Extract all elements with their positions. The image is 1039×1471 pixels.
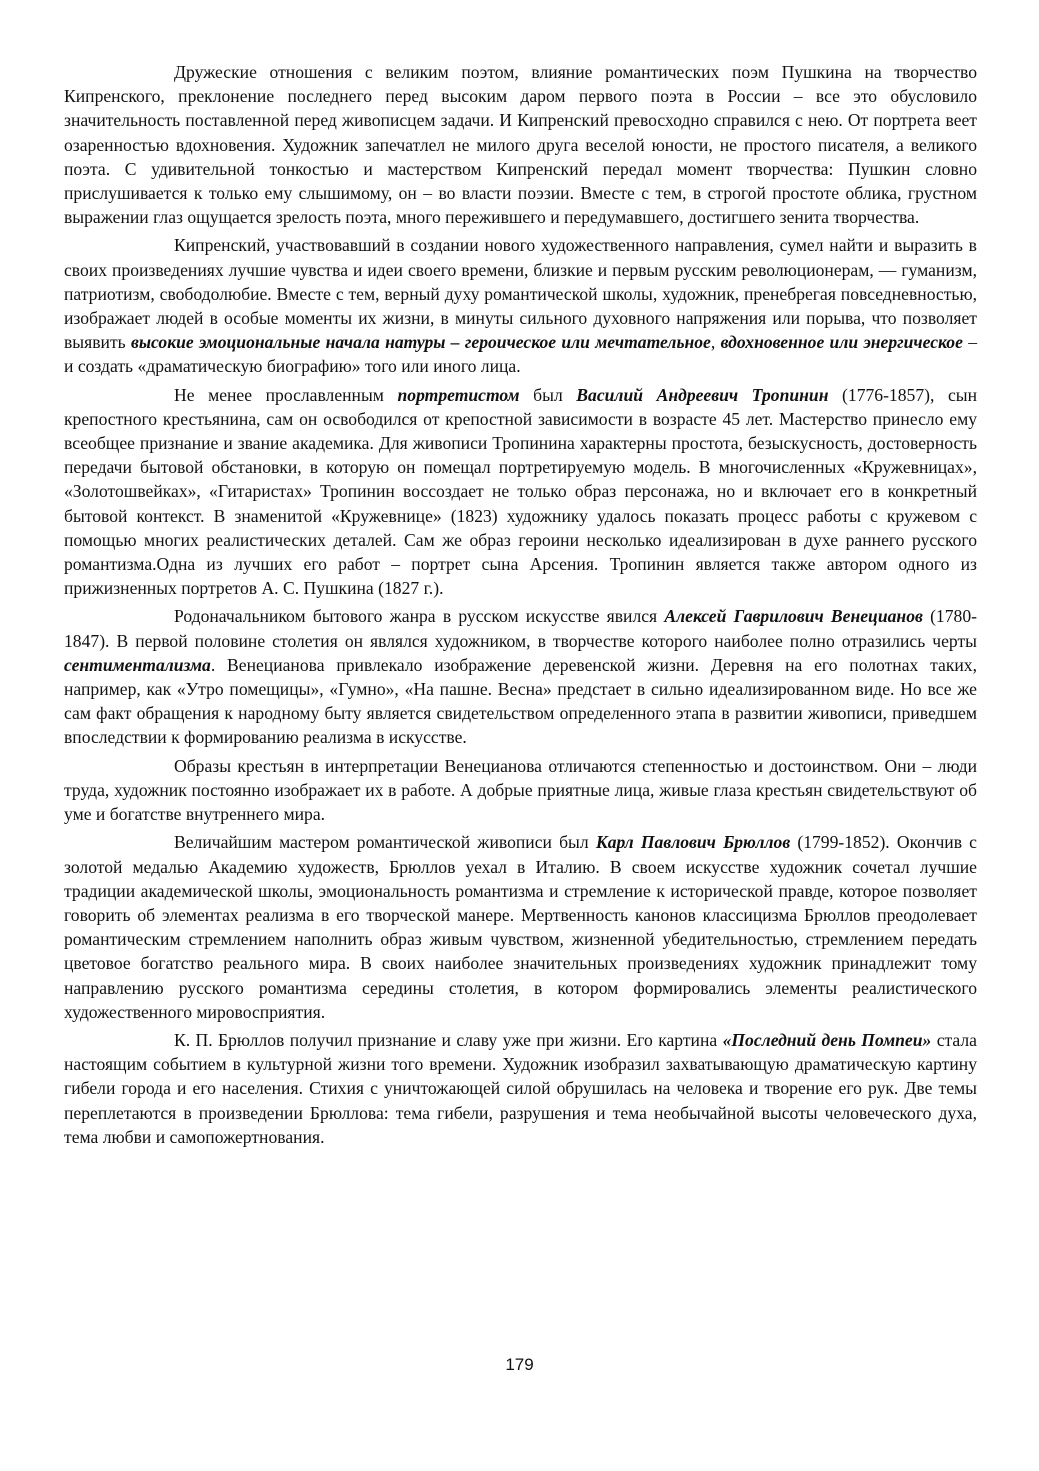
- text-run: стала настоящим событием в культурной жизни того времени. Художник изобразил захватывающую драматическую картину гибели города и его населения. Стихия с уничтожающей силой обрушилась на человека и творение его рук. Две темы переплетаются в произведении Брюллова: тема гибели, разрушения и тема необычайной высоты человеческого духа, тема любви и самопожертнования.: [64, 1029, 977, 1147]
- document-body: [64, 60, 977, 1149]
- text-run: Кипренский, участвовавший в создании нового художественного направления, сумел найти и выразить в своих произведениях лучшие чувства и идеи своего времени, близкие и первым русским революционерам, — гуманизм, патриотизм, свободолюбие. Вместе с тем, верный духу романтической школы, художник, пренебрегая повседневностью, изображает людей в особые моменты их жизни, в минуты сильного духовного напряжения или порыва, что позволяет выявить: [64, 235, 977, 353]
- text-run: (1780-1847). В первой половине столетия он являлся художником, в творчестве которого наиболее полно отразились черты: [64, 606, 977, 651]
- text-run: . Венецианова привлекало изображение деревенской жизни. Деревня на его полотнах таких, например, как «Утро помещицы», «Гумно», «На пашне. Весна» предстает в сильно идеализированном виде. Но все же сам факт обращения к народному быту является свидетельством определенного этапа в развитии живописи, приведшем впоследствии к формированию реализма в искусстве.: [64, 654, 977, 748]
- paragraph-6: [64, 830, 977, 1024]
- text-run: Дружеские отношения с великим поэтом, влияние романтических поэм Пушкина на творчество Кипренского, преклонение последнего перед высоким даром первого поэта в России – все это обусловило значительность поставленной перед живописцем задачи. И Кипренский превосходно справился с нею. От портрета веет озаренностью вдохновения. Художник запечатлел не милого друга веселой юности, не простого писателя, а великого поэта. С удивительной тонкостью и мастерством Кипренский передал момент творчества: Пушкин словно прислушивается к только ему слышимому, он – во власти поэзии. Вместе с тем, в строгой простоте облика, грустном выражении глаз ощущается зрелость поэта, много пережившего и передумавшего, достигшего зенита творчества.: [64, 62, 977, 228]
- text-run: Величайшим мастером романтической живописи был: [174, 832, 596, 853]
- text-run: Не менее прославленным: [174, 384, 398, 405]
- text-run: Образы крестьян в интерпретации Венецианова отличаются степенностью и достоинством. Они – люди труда, художник постоянно изображает их в работе. А добрые приятные лица, живые глаза крестьян свидетельствуют об уме и богатстве внутреннего мира.: [64, 755, 977, 825]
- text-run: – и создать «драматическую биографию» того или иного лица.: [64, 332, 977, 377]
- text-run: Родоначальником бытового жанра в русском искусстве явился: [174, 606, 665, 627]
- artist-name: Василий Андреевич Тропинин: [576, 384, 829, 405]
- page-number: 179: [505, 1355, 534, 1374]
- text-run: ,: [710, 332, 721, 353]
- emphasis-text: портретистом: [397, 384, 520, 405]
- emphasis-text: вдохновенное или энергическое: [720, 332, 963, 353]
- paragraph-3: [64, 383, 977, 601]
- text-run: К. П. Брюллов получил признание и славу уже при жизни. Его картина: [174, 1029, 723, 1050]
- emphasis-text: сентиментализма: [64, 654, 211, 675]
- emphasis-text: высокие эмоциональные начала натуры – героическое или мечтательное: [130, 332, 711, 353]
- text-run: (1776-1857), сын крепостного крестьянина, сам он освободился от крепостной зависимости в возрасте 45 лет. Мастерство принесло ему всеобщее признание и звание академика. Для живописи Тропинина характерны простота, безыскусность, достоверность передачи бытовой обстановки, в которую он помещал портретируемую модель. В многочисленных «Кружевницах», «Золотошвейках», «Гитаристах» Тропинин воссоздает не только образ персонажа, но и включает его в конкретный бытовой контекст. В знаменитой «Кружевнице» (1823) художнику удалось показать процесс работы с кружевом с помощью многих реалистических деталей. Сам же образ героини несколько идеализирован в духе раннего русского романтизма.Одна из лучших его работ – портрет сына Арсения. Тропинин является также автором одного из прижизненных портретов А. С. Пушкина (1827 г.).: [64, 384, 977, 599]
- paragraph-4: [64, 604, 977, 749]
- artist-name: Алексей Гаврилович Венецианов: [664, 606, 923, 627]
- paragraph-1: [64, 60, 977, 229]
- paragraph-2: [64, 233, 977, 378]
- text-run: (1799-1852). Окончив с золотой медалью Академию художеств, Брюллов уехал в Италию. В своем искусстве художник сочетал лучшие традиции академической школы, эмоциональность романтизма и стремление к исторической правде, которое позволяет говорить об элементах реализма в его творческой манере. Мертвенность канонов классицизма Брюллов преодолевает романтическим стремлением наполнить образ живым чувством, жизненной убедительностью, стремлением передать цветовое богатство реального мира. В своих наиболее значительных произведениях художник принадлежит тому направлению русского романтизма середины столетия, в котором формировались элементы реалистического художественного мировосприятия.: [64, 832, 977, 1022]
- artist-name: Карл Павлович Брюллов: [595, 832, 791, 853]
- paragraph-7: [64, 1028, 977, 1149]
- text-run: был: [519, 384, 577, 405]
- artwork-title: «Последний день Помпеи»: [722, 1029, 932, 1050]
- paragraph-5: [64, 754, 977, 827]
